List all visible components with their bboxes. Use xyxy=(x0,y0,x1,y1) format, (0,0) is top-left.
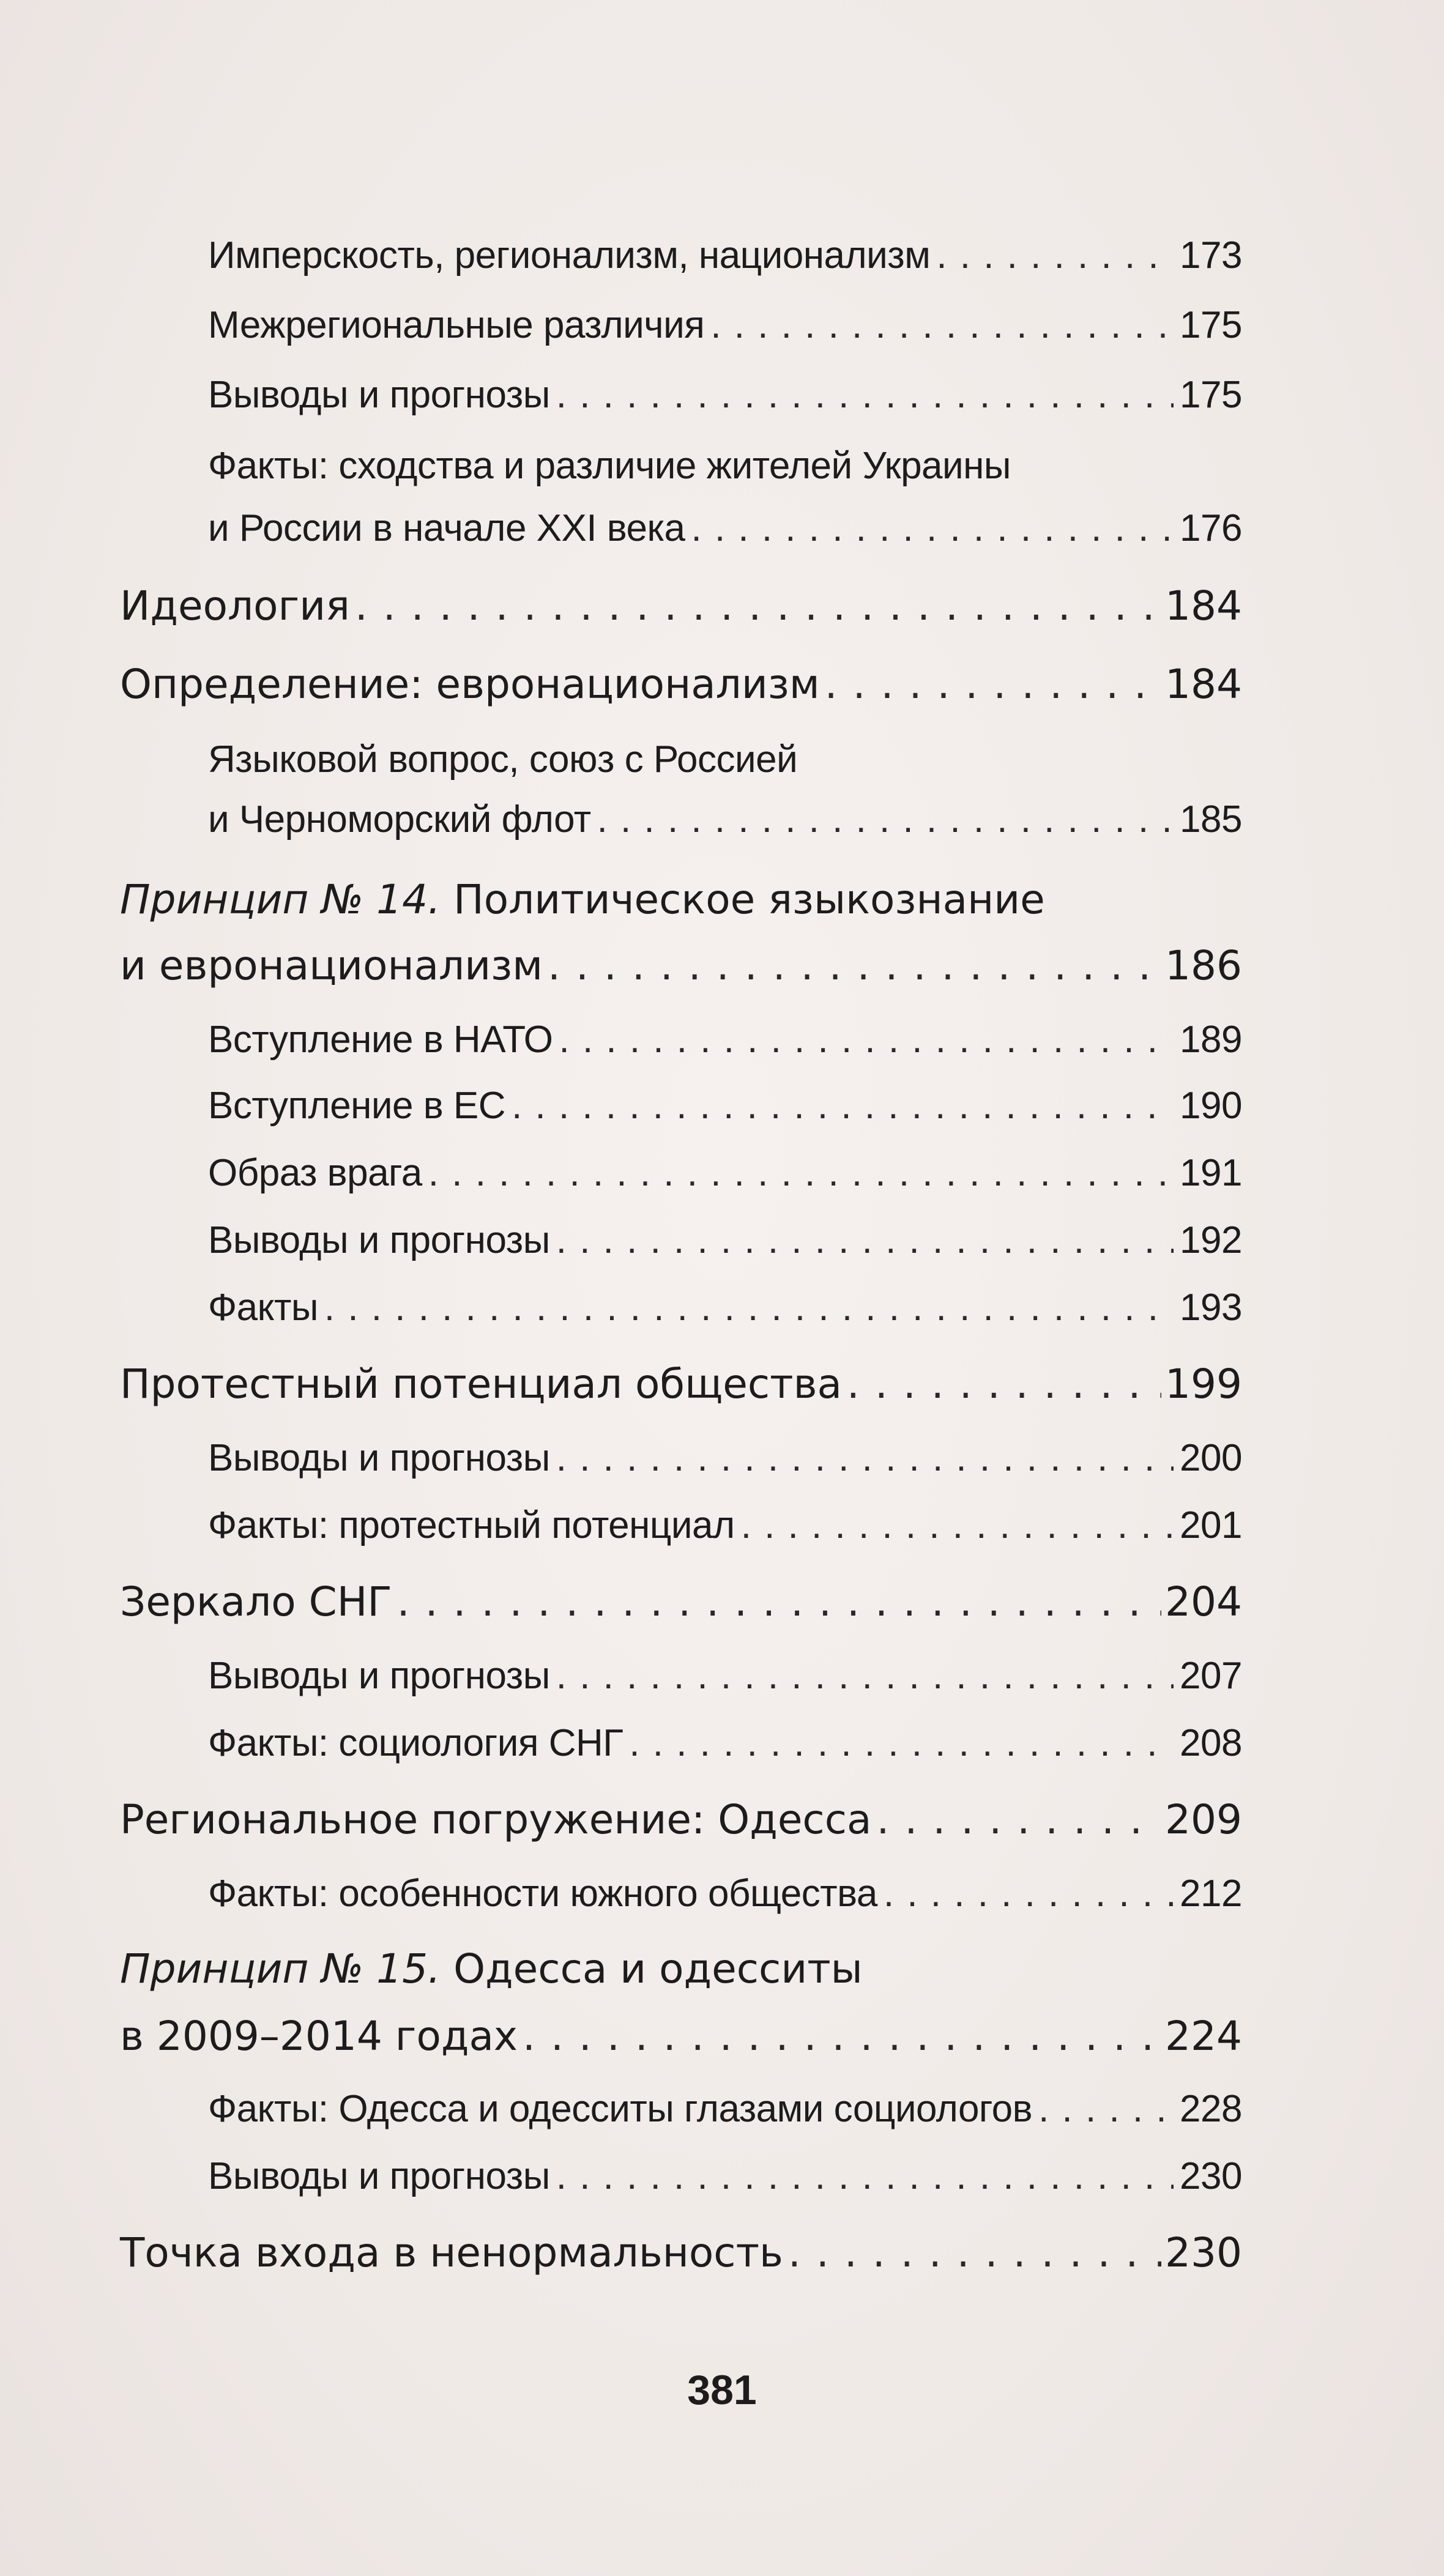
leader-dots xyxy=(741,1504,1174,1547)
toc-entry-title: Образ врага xyxy=(208,1152,422,1194)
toc-entry-title: Факты: Одесса и одесситы глазами социологов xyxy=(208,2088,1033,2130)
leader-dots xyxy=(355,582,1161,629)
toc-entry xyxy=(208,303,1242,347)
toc-entry-title: Идеология xyxy=(120,582,350,629)
leader-dots xyxy=(788,2229,1161,2276)
toc-entry-title: Определение: евронационализм xyxy=(120,661,820,708)
toc-entry xyxy=(120,2229,1242,2276)
leader-dots xyxy=(556,1436,1174,1480)
toc-entry-page: 200 xyxy=(1180,1437,1242,1479)
toc-entry xyxy=(208,373,1242,417)
toc-entry xyxy=(208,1219,1242,1262)
toc-entry-title: Зеркало СНГ xyxy=(120,1578,392,1625)
toc-entry-title-line xyxy=(120,1945,863,1992)
toc-entry xyxy=(208,1018,1242,1061)
leader-dots xyxy=(556,1654,1174,1698)
toc-entry-title-part: Политическое языкознание xyxy=(441,876,1045,923)
toc-entry-page: 207 xyxy=(1180,1655,1242,1697)
leader-dots xyxy=(556,2155,1174,2198)
leader-dots xyxy=(825,661,1161,708)
leader-dots xyxy=(1038,2087,1174,2131)
toc-entry-title: и России в начале XXI века xyxy=(208,507,685,549)
leader-dots xyxy=(548,942,1161,989)
toc-entry xyxy=(208,507,1242,550)
toc-entry-page: 189 xyxy=(1180,1019,1242,1061)
toc-entry-page: 184 xyxy=(1165,582,1242,629)
toc-entry xyxy=(120,2013,1242,2060)
toc-entry xyxy=(208,234,1242,277)
toc-entry-page: 175 xyxy=(1180,374,1242,416)
toc-entry-title: Межрегиональные различия xyxy=(208,304,705,346)
toc-entry-title: Факты: протестный потенциал xyxy=(208,1504,735,1546)
toc-entry xyxy=(208,2087,1242,2131)
leader-dots xyxy=(629,1721,1174,1765)
leader-dots xyxy=(710,303,1174,347)
toc-entry-page: 176 xyxy=(1180,507,1242,549)
toc-entry-title: Протестный потенциал общества xyxy=(120,1360,842,1408)
toc-entry xyxy=(120,582,1242,629)
toc-entry xyxy=(208,1654,1242,1698)
toc-entry-title: Выводы и прогнозы xyxy=(208,2155,550,2197)
toc-entry-title: Выводы и прогнозы xyxy=(208,1655,550,1697)
principle-prefix: Принцип № 14. xyxy=(120,876,441,923)
toc-entry-title: и евронационализм xyxy=(120,942,543,989)
leader-dots xyxy=(936,234,1174,277)
toc-entry-page: 184 xyxy=(1165,661,1242,708)
leader-dots xyxy=(556,373,1174,417)
leader-dots xyxy=(847,1360,1161,1408)
toc-entry-page: 190 xyxy=(1180,1085,1242,1127)
toc-entry-page: 230 xyxy=(1165,2229,1242,2276)
toc-entry-page: 193 xyxy=(1180,1286,1242,1329)
toc-entry xyxy=(120,661,1242,708)
toc-entry-title-line: Факты: сходства и различие жителей Украины xyxy=(208,445,1011,487)
toc-entry-page: 209 xyxy=(1165,1796,1242,1843)
toc-entry xyxy=(208,2155,1242,2198)
toc-entry-title: Факты: особенности южного общества xyxy=(208,1873,877,1915)
leader-dots xyxy=(523,2013,1161,2060)
toc-entry-title: Вступление в НАТО xyxy=(208,1019,553,1061)
toc-entry xyxy=(208,1151,1242,1195)
toc-entry xyxy=(208,798,1242,841)
leader-dots xyxy=(884,1872,1174,1915)
toc-entry-title: Имперскость, регионализм, национализм xyxy=(208,234,931,277)
toc-entry xyxy=(208,1286,1242,1329)
toc-entry-title: Региональное погружение: Одесса xyxy=(120,1796,872,1843)
leader-dots xyxy=(397,1578,1161,1625)
toc-entry-title-line xyxy=(120,876,1045,923)
toc-entry xyxy=(208,1504,1242,1547)
toc-entry-title: в 2009–2014 годах xyxy=(120,2013,518,2060)
leader-dots xyxy=(428,1151,1174,1195)
toc-entry-title: Факты: социология СНГ xyxy=(208,1722,623,1764)
toc-entry-title-line: Языковой вопрос, союз с Россией xyxy=(208,738,798,781)
leader-dots xyxy=(559,1018,1174,1061)
toc-entry-page: 175 xyxy=(1180,304,1242,346)
toc-entry-title: Выводы и прогнозы xyxy=(208,1437,550,1479)
toc-entry-title: и Черноморский флот xyxy=(208,798,591,841)
toc-entry-page: 199 xyxy=(1165,1360,1242,1408)
toc-entry-page: 173 xyxy=(1180,234,1242,277)
leader-dots xyxy=(876,1796,1161,1843)
leader-dots xyxy=(324,1286,1174,1329)
page-number: 381 xyxy=(687,2367,757,2413)
leader-dots xyxy=(597,798,1174,841)
leader-dots xyxy=(512,1084,1174,1127)
toc-entry-title: Вступление в ЕС xyxy=(208,1085,506,1127)
toc-entry-page: 208 xyxy=(1180,1722,1242,1764)
toc-entry xyxy=(120,1360,1242,1408)
principle-prefix: Принцип № 15. xyxy=(120,1945,441,1992)
leader-dots xyxy=(556,1219,1174,1262)
toc-entry-page: 192 xyxy=(1180,1219,1242,1261)
toc-entry-page: 186 xyxy=(1165,942,1242,989)
toc-entry xyxy=(208,1721,1242,1765)
toc-entry-page: 230 xyxy=(1180,2155,1242,2197)
toc-entry-page: 228 xyxy=(1180,2088,1242,2130)
toc-entry xyxy=(208,1872,1242,1915)
toc-entry-title: Выводы и прогнозы xyxy=(208,374,550,416)
toc-entry-page: 185 xyxy=(1180,798,1242,841)
toc-entry xyxy=(120,1578,1242,1625)
toc-entry-page: 224 xyxy=(1165,2013,1242,2060)
toc-entry-page: 191 xyxy=(1180,1152,1242,1194)
toc-entry xyxy=(120,942,1242,989)
toc-entry-page: 212 xyxy=(1180,1873,1242,1915)
toc-entry-page: 204 xyxy=(1165,1578,1242,1625)
leader-dots xyxy=(691,507,1174,550)
toc-entry xyxy=(208,1084,1242,1127)
toc-entry xyxy=(120,1796,1242,1843)
toc-entry-page: 201 xyxy=(1180,1504,1242,1546)
toc-entry-title: Выводы и прогнозы xyxy=(208,1219,550,1261)
toc-entry-title-part: Одесса и одесситы xyxy=(441,1945,863,1992)
toc-entry xyxy=(208,1436,1242,1480)
toc-entry-title: Факты xyxy=(208,1286,318,1329)
toc-entry-title: Точка входа в ненормальность xyxy=(120,2229,783,2276)
